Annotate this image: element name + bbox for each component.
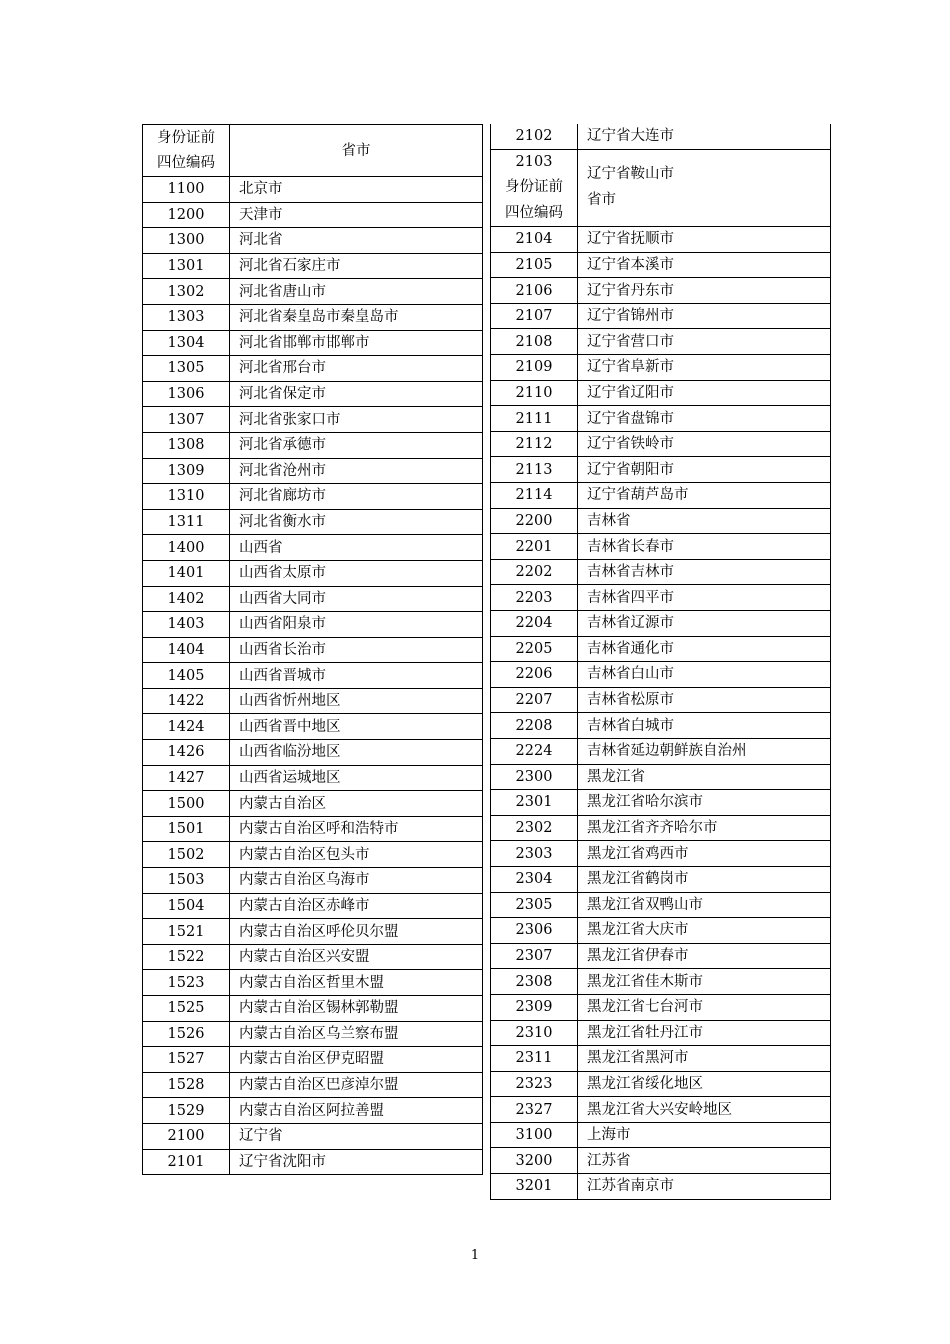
- table-row: [491, 1097, 831, 1123]
- code-cell: 1525: [143, 996, 230, 1022]
- name-cell: 黑龙江省鹤岗市: [578, 866, 831, 892]
- merged-code-cell: [491, 149, 578, 227]
- table-row: [143, 1047, 483, 1073]
- name-cell: 吉林省四平市: [578, 585, 831, 611]
- name-cell: 黑龙江省齐齐哈尔市: [578, 815, 831, 841]
- code-cell: 2100: [143, 1123, 230, 1149]
- name-cell: 河北省邯郸市邯郸市: [230, 330, 483, 356]
- table-row: [491, 559, 831, 585]
- code-cell: 2305: [491, 892, 578, 918]
- code-cell: 2102: [491, 124, 578, 149]
- code-cell: 1501: [143, 816, 230, 842]
- name-cell: 山西省晋中地区: [230, 714, 483, 740]
- code-cell: 1301: [143, 253, 230, 279]
- table-row: [143, 740, 483, 766]
- name-cell: 江苏省: [578, 1148, 831, 1174]
- name-cell: 天津市: [230, 202, 483, 228]
- name-cell: 山西省大同市: [230, 586, 483, 612]
- code-cell: 2104: [491, 227, 578, 253]
- name-cell: 辽宁省抚顺市: [578, 227, 831, 253]
- name-cell: 黑龙江省大庆市: [578, 918, 831, 944]
- table-row: [491, 687, 831, 713]
- table-row: [143, 1149, 483, 1175]
- name-cell: 黑龙江省伊春市: [578, 943, 831, 969]
- table-row: [143, 356, 483, 382]
- code-cell: 2303: [491, 841, 578, 867]
- name-cell: 河北省张家口市: [230, 407, 483, 433]
- name-cell: 吉林省辽源市: [578, 611, 831, 637]
- name-cell: 吉林省: [578, 508, 831, 534]
- table-row: [491, 329, 831, 355]
- code-cell: 1528: [143, 1072, 230, 1098]
- table-row: [143, 407, 483, 433]
- name-cell: 辽宁省营口市: [578, 329, 831, 355]
- table-row: [491, 380, 831, 406]
- name-cell: 内蒙古自治区: [230, 791, 483, 817]
- code-cell: 2101: [143, 1149, 230, 1175]
- table-row: [143, 765, 483, 791]
- table-row: [143, 484, 483, 510]
- name-cell: 黑龙江省七台河市: [578, 994, 831, 1020]
- code-cell: 2309: [491, 994, 578, 1020]
- name-cell: 山西省阳泉市: [230, 612, 483, 638]
- table-row: [143, 868, 483, 894]
- name-cell: 辽宁省阜新市: [578, 355, 831, 381]
- table-row: [491, 636, 831, 662]
- table-row: [491, 994, 831, 1020]
- table-row: [143, 330, 483, 356]
- code-cell: 2113: [491, 457, 578, 483]
- table-row: [143, 560, 483, 586]
- table-header-row: [143, 125, 483, 177]
- name-cell: 辽宁省锦州市: [578, 303, 831, 329]
- code-cell: 1306: [143, 381, 230, 407]
- header-code-line1: 身份证前: [157, 129, 215, 146]
- code-cell: 3200: [491, 1148, 578, 1174]
- name-cell: 河北省: [230, 228, 483, 254]
- name-cell: 河北省保定市: [230, 381, 483, 407]
- table-row: [143, 637, 483, 663]
- name-cell: 河北省廊坊市: [230, 484, 483, 510]
- table-row: [143, 279, 483, 305]
- merged-name-cell: [578, 149, 831, 227]
- table-row: [143, 612, 483, 638]
- code-cell: 1311: [143, 509, 230, 535]
- code-cell: 2204: [491, 611, 578, 637]
- name-cell: 辽宁省: [230, 1123, 483, 1149]
- code-cell: 1308: [143, 432, 230, 458]
- code-cell: 1526: [143, 1021, 230, 1047]
- table-row: [491, 866, 831, 892]
- code-cell: 1424: [143, 714, 230, 740]
- name-cell: 辽宁省本溪市: [578, 252, 831, 278]
- code-cell: 1300: [143, 228, 230, 254]
- code-cell: 2207: [491, 687, 578, 713]
- name-cell: 内蒙古自治区包头市: [230, 842, 483, 868]
- name-cell: 山西省长治市: [230, 637, 483, 663]
- table-row: [143, 842, 483, 868]
- name-cell: 辽宁省沈阳市: [230, 1149, 483, 1175]
- table-row: [491, 918, 831, 944]
- table-row: [491, 611, 831, 637]
- table-row: [143, 381, 483, 407]
- name-cell: 吉林省白山市: [578, 662, 831, 688]
- code-cell: 1503: [143, 868, 230, 894]
- name-cell: 辽宁省朝阳市: [578, 457, 831, 483]
- name-cell: 吉林省长春市: [578, 534, 831, 560]
- name-cell: 辽宁省盘锦市: [578, 406, 831, 432]
- code-cell: 1427: [143, 765, 230, 791]
- code-cell: 1402: [143, 586, 230, 612]
- table-row: [143, 663, 483, 689]
- name-cell: 内蒙古自治区锡林郭勒盟: [230, 996, 483, 1022]
- code-cell: 2109: [491, 355, 578, 381]
- right-code-table: [490, 124, 831, 1200]
- name-cell: 河北省唐山市: [230, 279, 483, 305]
- code-cell: 1522: [143, 944, 230, 970]
- table-row: [143, 688, 483, 714]
- table-row: [491, 1071, 831, 1097]
- code-cell: 2205: [491, 636, 578, 662]
- name-cell: 黑龙江省绥化地区: [578, 1071, 831, 1097]
- table-row: [491, 1174, 831, 1200]
- merged-row: [491, 149, 831, 227]
- name-cell: 辽宁省大连市: [578, 124, 831, 149]
- name-cell: 黑龙江省黑河市: [578, 1046, 831, 1072]
- table-row: [491, 303, 831, 329]
- name-cell: 山西省忻州地区: [230, 688, 483, 714]
- header-name-cell: 省市: [230, 125, 483, 177]
- header-code-line2: 四位编码: [157, 154, 215, 171]
- name-cell: 吉林省白城市: [578, 713, 831, 739]
- name-cell: 山西省运城地区: [230, 765, 483, 791]
- table-row: [143, 432, 483, 458]
- code-cell: 1527: [143, 1047, 230, 1073]
- merged-code-line: 2103: [515, 153, 553, 170]
- left-code-table: [142, 124, 483, 1175]
- code-cell: 1303: [143, 304, 230, 330]
- merged-code-line: 身份证前: [505, 179, 563, 196]
- code-cell: 2323: [491, 1071, 578, 1097]
- table-row: [491, 738, 831, 764]
- table-row: [491, 355, 831, 381]
- table-row: [491, 841, 831, 867]
- table-row: [143, 586, 483, 612]
- code-cell: 2224: [491, 738, 578, 764]
- code-cell: 2300: [491, 764, 578, 790]
- code-cell: 2108: [491, 329, 578, 355]
- code-cell: 2105: [491, 252, 578, 278]
- name-cell: 吉林省松原市: [578, 687, 831, 713]
- code-cell: 2202: [491, 559, 578, 585]
- table-row: [143, 202, 483, 228]
- code-cell: 2200: [491, 508, 578, 534]
- name-cell: 黑龙江省: [578, 764, 831, 790]
- table-row: [143, 1072, 483, 1098]
- name-cell: 黑龙江省哈尔滨市: [578, 790, 831, 816]
- table-row: [491, 1020, 831, 1046]
- code-cell: 1422: [143, 688, 230, 714]
- table-row: [143, 304, 483, 330]
- code-cell: 2107: [491, 303, 578, 329]
- table-row: [143, 714, 483, 740]
- code-cell: 2208: [491, 713, 578, 739]
- code-cell: 3100: [491, 1122, 578, 1148]
- header-code-cell: [143, 125, 230, 177]
- name-cell: 山西省临汾地区: [230, 740, 483, 766]
- name-cell: 辽宁省铁岭市: [578, 431, 831, 457]
- table-row: [491, 764, 831, 790]
- name-cell: 山西省晋城市: [230, 663, 483, 689]
- name-cell: 内蒙古自治区阿拉善盟: [230, 1098, 483, 1124]
- table-row: [491, 943, 831, 969]
- name-cell: 内蒙古自治区呼和浩特市: [230, 816, 483, 842]
- code-cell: 1307: [143, 407, 230, 433]
- table-row: [491, 662, 831, 688]
- code-cell: 2304: [491, 866, 578, 892]
- code-cell: 1405: [143, 663, 230, 689]
- table-row: [491, 815, 831, 841]
- name-cell: 吉林省延边朝鲜族自治州: [578, 738, 831, 764]
- table-row: [143, 791, 483, 817]
- table-row: [491, 1122, 831, 1148]
- code-cell: 1521: [143, 919, 230, 945]
- code-cell: 1401: [143, 560, 230, 586]
- name-cell: 河北省邢台市: [230, 356, 483, 382]
- name-cell: 江苏省南京市: [578, 1174, 831, 1200]
- table-row: [143, 509, 483, 535]
- code-cell: 2301: [491, 790, 578, 816]
- code-cell: 2112: [491, 431, 578, 457]
- code-cell: 2307: [491, 943, 578, 969]
- name-cell: 黑龙江省双鸭山市: [578, 892, 831, 918]
- code-cell: 2206: [491, 662, 578, 688]
- name-cell: 内蒙古自治区巴彦淖尔盟: [230, 1072, 483, 1098]
- name-cell: 河北省秦皇岛市秦皇岛市: [230, 304, 483, 330]
- table-row: [143, 458, 483, 484]
- code-cell: 1403: [143, 612, 230, 638]
- table-row: [491, 252, 831, 278]
- code-cell: 2114: [491, 483, 578, 509]
- name-cell: 黑龙江省牡丹江市: [578, 1020, 831, 1046]
- table-row: [143, 970, 483, 996]
- table-row: [491, 457, 831, 483]
- table-row: [491, 713, 831, 739]
- table-row: [491, 431, 831, 457]
- name-cell: 河北省沧州市: [230, 458, 483, 484]
- table-row: [143, 1123, 483, 1149]
- code-cell: 1304: [143, 330, 230, 356]
- name-cell: 河北省石家庄市: [230, 253, 483, 279]
- code-cell: 1504: [143, 893, 230, 919]
- name-cell: 内蒙古自治区哲里木盟: [230, 970, 483, 996]
- code-cell: 2110: [491, 380, 578, 406]
- code-cell: 2306: [491, 918, 578, 944]
- table-row: [491, 585, 831, 611]
- table-row: [143, 944, 483, 970]
- table-row: [143, 893, 483, 919]
- table-row: [491, 406, 831, 432]
- code-cell: 1404: [143, 637, 230, 663]
- name-cell: 山西省太原市: [230, 560, 483, 586]
- table-row: [491, 508, 831, 534]
- table-row: [491, 1046, 831, 1072]
- table-row: [143, 535, 483, 561]
- name-cell: 河北省衡水市: [230, 509, 483, 535]
- table-row: [143, 177, 483, 203]
- code-cell: 2310: [491, 1020, 578, 1046]
- code-cell: 2201: [491, 534, 578, 560]
- name-cell: 黑龙江省大兴安岭地区: [578, 1097, 831, 1123]
- table-row: [491, 227, 831, 253]
- code-cell: 1305: [143, 356, 230, 382]
- code-cell: 1310: [143, 484, 230, 510]
- table-row: [143, 816, 483, 842]
- name-cell: 黑龙江省佳木斯市: [578, 969, 831, 995]
- code-cell: 1200: [143, 202, 230, 228]
- merged-name-line: 辽宁省鞍山市: [587, 166, 674, 183]
- table-row: [143, 1098, 483, 1124]
- code-cell: 1529: [143, 1098, 230, 1124]
- code-cell: 1100: [143, 177, 230, 203]
- page-number: 1: [470, 1248, 480, 1263]
- table-row: [491, 124, 831, 149]
- table-row: [491, 483, 831, 509]
- table-row: [491, 278, 831, 304]
- name-cell: 内蒙古自治区兴安盟: [230, 944, 483, 970]
- table-row: [491, 892, 831, 918]
- code-cell: 2308: [491, 969, 578, 995]
- code-cell: 2111: [491, 406, 578, 432]
- code-cell: 2327: [491, 1097, 578, 1123]
- name-cell: 内蒙古自治区乌兰察布盟: [230, 1021, 483, 1047]
- name-cell: 内蒙古自治区赤峰市: [230, 893, 483, 919]
- name-cell: 山西省: [230, 535, 483, 561]
- merged-name-line: 省市: [587, 191, 616, 208]
- table-row: [491, 969, 831, 995]
- name-cell: 北京市: [230, 177, 483, 203]
- code-cell: 1400: [143, 535, 230, 561]
- name-cell: 上海市: [578, 1122, 831, 1148]
- name-cell: 河北省承德市: [230, 432, 483, 458]
- table-row: [491, 534, 831, 560]
- table-row: [491, 790, 831, 816]
- code-cell: 2302: [491, 815, 578, 841]
- name-cell: 辽宁省葫芦岛市: [578, 483, 831, 509]
- name-cell: 吉林省通化市: [578, 636, 831, 662]
- code-cell: 3201: [491, 1174, 578, 1200]
- table-row: [143, 253, 483, 279]
- name-cell: 吉林省吉林市: [578, 559, 831, 585]
- table-row: [143, 1021, 483, 1047]
- table-row: [143, 228, 483, 254]
- table-row: [491, 1148, 831, 1174]
- code-cell: 2203: [491, 585, 578, 611]
- code-cell: 1502: [143, 842, 230, 868]
- name-cell: 内蒙古自治区乌海市: [230, 868, 483, 894]
- table-row: [143, 996, 483, 1022]
- code-cell: 1500: [143, 791, 230, 817]
- code-cell: 1523: [143, 970, 230, 996]
- code-cell: 1309: [143, 458, 230, 484]
- code-cell: 2106: [491, 278, 578, 304]
- name-cell: 黑龙江省鸡西市: [578, 841, 831, 867]
- code-cell: 1302: [143, 279, 230, 305]
- name-cell: 内蒙古自治区伊克昭盟: [230, 1047, 483, 1073]
- name-cell: 辽宁省丹东市: [578, 278, 831, 304]
- merged-code-line: 四位编码: [505, 204, 563, 221]
- code-cell: 1426: [143, 740, 230, 766]
- table-row: [143, 919, 483, 945]
- code-cell: 2311: [491, 1046, 578, 1072]
- name-cell: 内蒙古自治区呼伦贝尔盟: [230, 919, 483, 945]
- name-cell: 辽宁省辽阳市: [578, 380, 831, 406]
